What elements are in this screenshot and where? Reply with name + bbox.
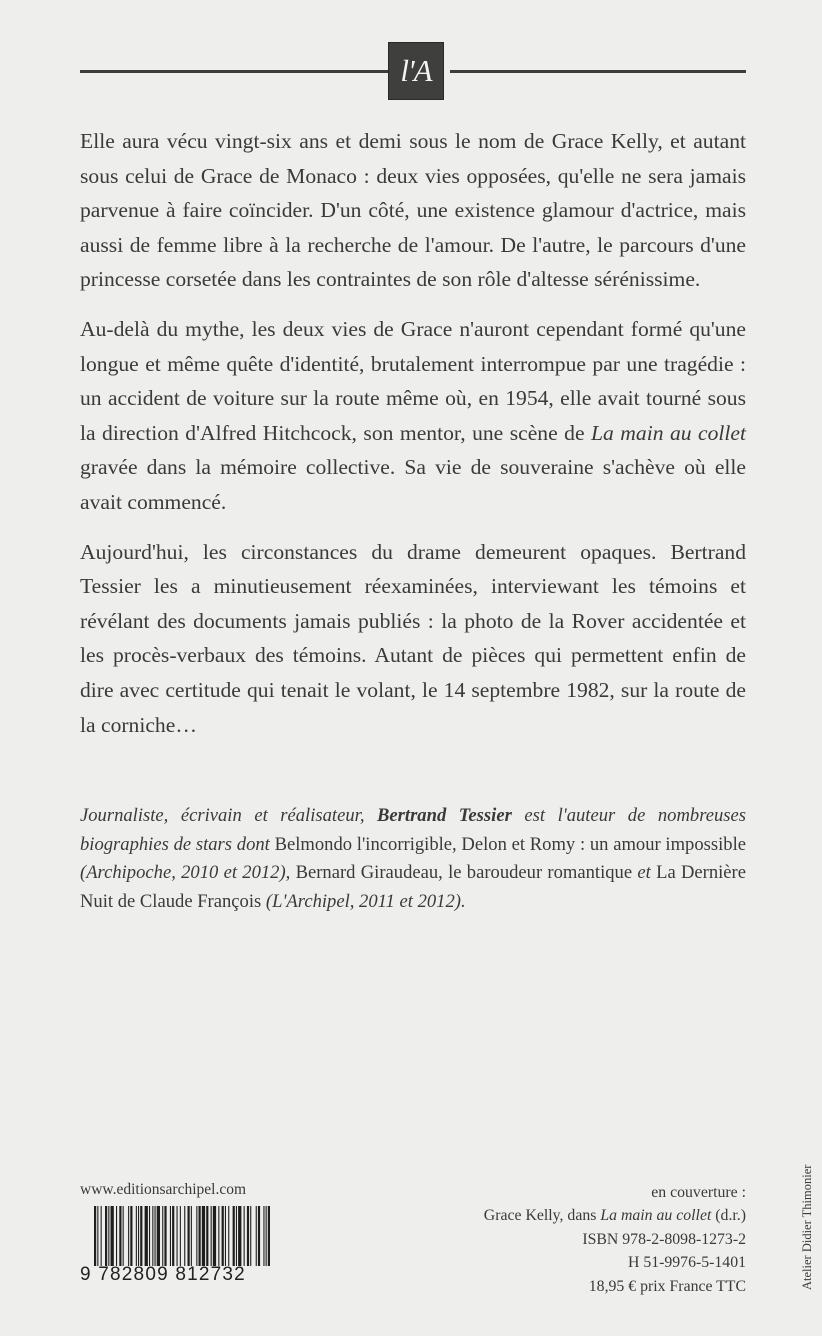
design-credit: Atelier Didier Thimonier bbox=[800, 1164, 814, 1290]
author-bio bbox=[80, 802, 746, 916]
barcode-bar bbox=[162, 1206, 163, 1266]
bio-conjunction: et bbox=[637, 862, 651, 884]
bio-book-title-3: La Dernière Nuit de Claude François bbox=[80, 862, 746, 912]
barcode-bar bbox=[218, 1206, 219, 1266]
blurb-paragraph-3 bbox=[80, 535, 746, 743]
barcode-bar bbox=[145, 1206, 148, 1266]
barcode-bar bbox=[177, 1206, 178, 1266]
internal-code: H 51-9976-5-1401 bbox=[627, 1254, 746, 1272]
blurb bbox=[80, 124, 746, 757]
barcode-bar bbox=[140, 1206, 142, 1266]
barcode-bar bbox=[180, 1206, 181, 1266]
cover-label: en couverture : bbox=[651, 1184, 746, 1201]
barcode-bar bbox=[130, 1206, 132, 1266]
barcode-bar bbox=[268, 1206, 270, 1266]
barcode-bar bbox=[128, 1206, 129, 1266]
barcode-bar bbox=[266, 1206, 267, 1266]
barcode-bar bbox=[244, 1206, 245, 1266]
cover-film-title: La main au collet bbox=[600, 1207, 712, 1225]
imprint-block bbox=[484, 1181, 746, 1298]
barcode-bar bbox=[97, 1206, 98, 1266]
barcode-bar bbox=[157, 1206, 160, 1266]
barcode-bar bbox=[164, 1206, 166, 1266]
barcode-bar bbox=[199, 1206, 201, 1266]
barcode-bar bbox=[155, 1206, 156, 1266]
barcode-bar bbox=[213, 1206, 216, 1266]
bio-seg-2: est l'auteur de nombreuses biographies de stars dont bbox=[80, 805, 747, 855]
barcode-bar bbox=[247, 1206, 249, 1266]
barcode-bar bbox=[258, 1206, 260, 1266]
bio-publisher-1: (Archipoche, 2010 et 2012), bbox=[80, 862, 291, 884]
barcode-bar bbox=[152, 1206, 153, 1266]
barcode-bar bbox=[211, 1206, 212, 1266]
barcode-bar bbox=[108, 1206, 109, 1266]
bio-seg-0: Journaliste, écrivain et réalisateur, bbox=[80, 805, 378, 826]
bio-book-titles-1: Belmondo l'incorrigible, Delon et Romy : un amour impossible bbox=[274, 833, 747, 855]
barcode-bar bbox=[263, 1206, 264, 1266]
blurb-p2-text-b: gravée dans la mémoire collective. Sa vie de souveraine s'achève où elle avait commencé. bbox=[80, 455, 746, 514]
barcode-bar bbox=[111, 1206, 114, 1266]
barcode-bar bbox=[228, 1206, 229, 1266]
isbn: ISBN 978-2-8098-1273-2 bbox=[582, 1230, 746, 1248]
barcode-bar bbox=[116, 1206, 117, 1266]
barcode-bar bbox=[206, 1206, 208, 1266]
barcode-bar bbox=[236, 1206, 237, 1266]
cover-credit-prefix: Grace Kelly, dans bbox=[483, 1207, 601, 1225]
barcode-bar bbox=[256, 1206, 257, 1266]
barcode-bar bbox=[250, 1206, 251, 1266]
barcode-bar bbox=[196, 1206, 197, 1266]
top-rule-right bbox=[450, 70, 746, 73]
barcode-bar bbox=[138, 1206, 139, 1266]
bio-book-title-2: Bernard Giraudeau, le baroudeur romantique bbox=[290, 862, 638, 884]
barcode-bar bbox=[149, 1206, 150, 1266]
barcode-bar bbox=[238, 1206, 241, 1266]
publisher-website: www.editionsarchipel.com bbox=[80, 1181, 247, 1198]
barcode-bar bbox=[202, 1206, 205, 1266]
barcode-bar bbox=[119, 1206, 121, 1266]
barcode-bar bbox=[222, 1206, 224, 1266]
top-rule-left bbox=[80, 70, 388, 73]
cover-credit-suffix: (d.r.) bbox=[711, 1207, 746, 1225]
author-name: Bertrand Tessier bbox=[377, 805, 512, 826]
barcode-bar bbox=[225, 1206, 226, 1266]
blurb-p1-text: Elle aura vécu vingt-six ans et demi sous le nom de Grace Kelly, et autant sous celui de Grace de Monaco : deux vies opposées, qu'elle ne sera jamais parvenue à faire coïncider. D'un côté, une existence glamour d'actrice, mais aussi de femme libre à la recherche de l'amour. De l'autre, le parcours d'une princesse corsetée dans les contraintes de son rôle d'altesse sérénissime. bbox=[80, 129, 746, 292]
barcode-bar bbox=[136, 1206, 137, 1266]
barcode-digits: 9 782809 812732 bbox=[80, 1264, 246, 1285]
barcode-bar bbox=[94, 1206, 96, 1266]
barcode-bar bbox=[170, 1206, 171, 1266]
blurb-paragraph-2 bbox=[80, 312, 746, 520]
blurb-p2-text-a: Au-delà du mythe, les deux vies de Grace n'auront cependant formé qu'une longue et même quête d'identité, brutalement interrompue par une tragédie : un accident de voiture sur la route même où, en 1954, elle avait tourné sous la direction d'Alfred Hitchcock, son mentor, une scène de bbox=[80, 316, 746, 445]
barcode-bar bbox=[233, 1206, 235, 1266]
publisher-logo: l'A bbox=[388, 42, 444, 100]
price: 18,95 € prix France TTC bbox=[588, 1277, 746, 1295]
blurb-p3-text: Aujourd'hui, les circonstances du drame demeurent opaques. Bertrand Tessier les a minutieusement réexaminées, interviewant les témoins et révélant des documents jamais publiés : la photo de la Rover accidentée et les procès-verbaux des témoins. Autant de pièces qui permettent enfin de dire avec certitude qui tenait le volant, le 14 septembre 1982, sur la route de la corniche… bbox=[80, 539, 746, 737]
barcode-bar bbox=[188, 1206, 190, 1266]
film-title: La main au collet bbox=[591, 420, 746, 445]
cover-credit bbox=[484, 1204, 746, 1227]
barcode-bars bbox=[80, 1206, 270, 1266]
barcode-bar bbox=[191, 1206, 192, 1266]
blurb-paragraph-1 bbox=[80, 124, 746, 297]
barcode-bar bbox=[184, 1206, 185, 1266]
barcode-bar bbox=[105, 1206, 107, 1266]
barcode-bar bbox=[123, 1206, 124, 1266]
barcode-bar bbox=[101, 1206, 102, 1266]
bio-publisher-2: (L'Archipel, 2011 et 2012). bbox=[265, 890, 466, 912]
barcode-bar bbox=[172, 1206, 174, 1266]
